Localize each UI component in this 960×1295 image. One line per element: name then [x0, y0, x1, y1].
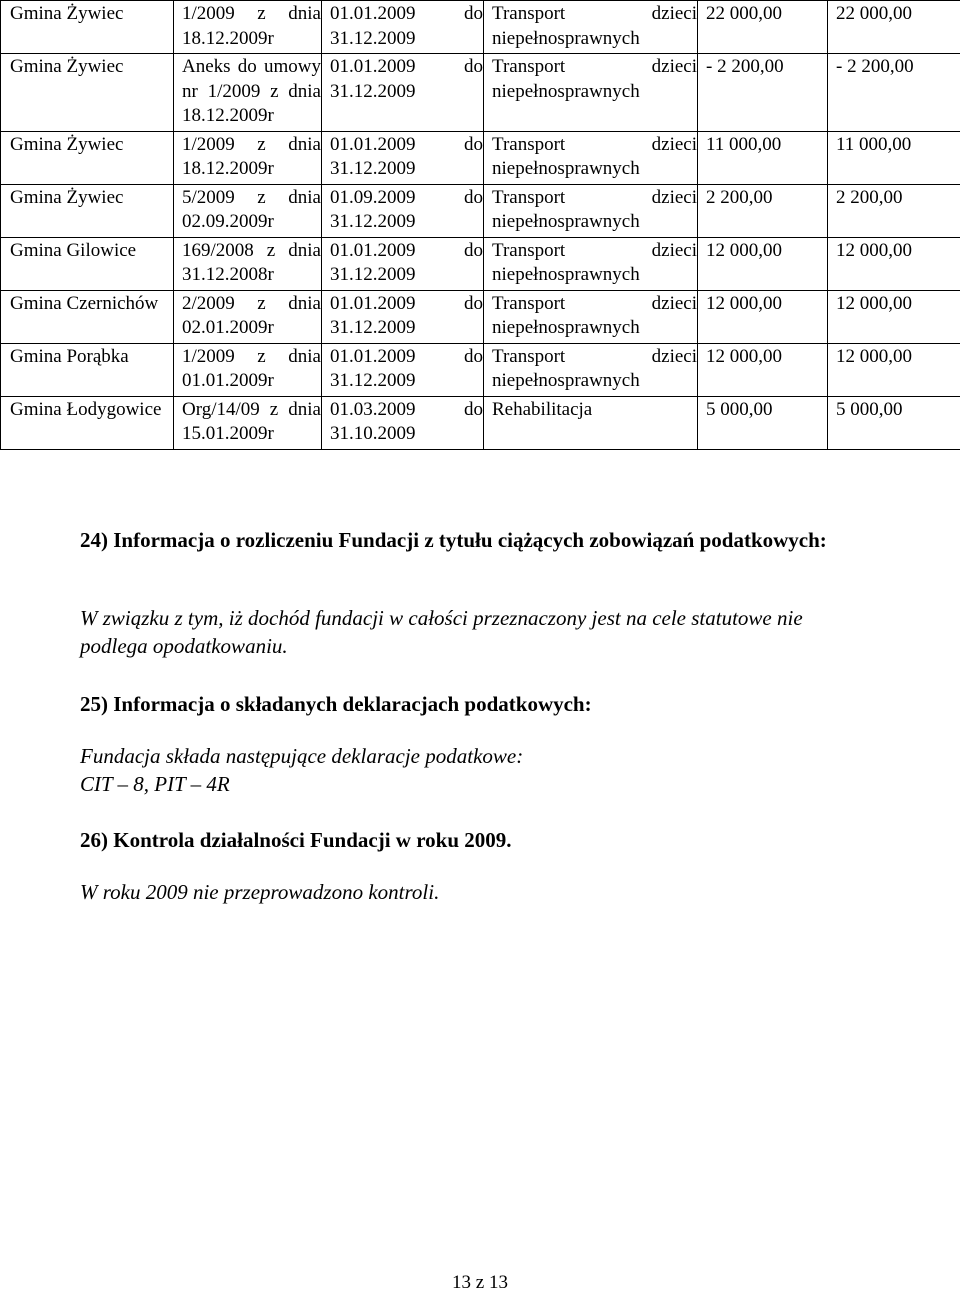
- amount-total-cell: 5 000,00: [828, 396, 960, 449]
- amount-cell: - 2 200,00: [698, 54, 828, 132]
- purpose-cell: Rehabilitacja: [484, 396, 698, 449]
- amount-cell: 12 000,00: [698, 237, 828, 290]
- section-24-heading: 24) Informacja o rozliczeniu Fundacji z tytułu ciążących zobowiązań podatkowych:: [80, 528, 827, 552]
- agreement-cell: Aneks do umowy nr 1/2009 z dnia 18.12.2009r: [174, 54, 322, 132]
- period-cell: 01.03.2009 do 31.10.2009: [322, 396, 484, 449]
- period-cell: 01.09.2009 do 31.12.2009: [322, 184, 484, 237]
- amount-cell: 11 000,00: [698, 131, 828, 184]
- section-25-body: [80, 742, 840, 798]
- org-cell: Gmina Żywiec: [1, 184, 174, 237]
- amount-total-cell: - 2 200,00: [828, 54, 960, 132]
- purpose-cell: Transport dzieci niepełnosprawnych: [484, 237, 698, 290]
- table-row: [1, 184, 960, 237]
- period-cell: 01.01.2009 do 31.12.2009: [322, 54, 484, 132]
- amount-total-cell: 12 000,00: [828, 237, 960, 290]
- period-cell: 01.01.2009 do 31.12.2009: [322, 290, 484, 343]
- table-row: [1, 343, 960, 396]
- org-cell: Gmina Żywiec: [1, 131, 174, 184]
- purpose-cell: Transport dzieci niepełnosprawnych: [484, 54, 698, 132]
- amount-cell: 5 000,00: [698, 396, 828, 449]
- agreement-cell: 2/2009 z dnia 02.01.2009r: [174, 290, 322, 343]
- table-row: [1, 290, 960, 343]
- section-24-body: W związku z tym, iż dochód fundacji w całości przeznaczony jest na cele statutowe nie podlega opodatkowaniu.: [80, 606, 803, 658]
- amount-cell: 2 200,00: [698, 184, 828, 237]
- purpose-cell: Transport dzieci niepełnosprawnych: [484, 343, 698, 396]
- amount-total-cell: 22 000,00: [828, 1, 960, 54]
- amount-cell: 12 000,00: [698, 343, 828, 396]
- page-number: 13 z 13: [452, 1272, 508, 1293]
- section-25-heading: 25) Informacja o składanych deklaracjach podatkowych:: [80, 692, 592, 716]
- org-cell: Gmina Gilowice: [1, 237, 174, 290]
- org-cell: Gmina Żywiec: [1, 1, 174, 54]
- period-cell: 01.01.2009 do 31.12.2009: [322, 1, 484, 54]
- agreement-cell: 169/2008 z dnia 31.12.2008r: [174, 237, 322, 290]
- purpose-cell: Transport dzieci niepełnosprawnych: [484, 131, 698, 184]
- table-row: [1, 54, 960, 132]
- period-cell: 01.01.2009 do 31.12.2009: [322, 131, 484, 184]
- section-26-heading: 26) Kontrola działalności Fundacji w roku 2009.: [80, 828, 512, 852]
- table-row: [1, 1, 960, 54]
- amount-total-cell: 11 000,00: [828, 131, 960, 184]
- agreement-cell: Org/14/09 z dnia 15.01.2009r: [174, 396, 322, 449]
- table-row: [1, 396, 960, 449]
- section-26-body: W roku 2009 nie przeprowadzono kontroli.: [80, 880, 440, 904]
- agreement-cell: 1/2009 z dnia 18.12.2009r: [174, 131, 322, 184]
- org-cell: Gmina Żywiec: [1, 54, 174, 132]
- grants-table: [0, 0, 960, 450]
- agreement-cell: 1/2009 z dnia 18.12.2009r: [174, 1, 322, 54]
- period-cell: 01.01.2009 do 31.12.2009: [322, 343, 484, 396]
- amount-total-cell: 12 000,00: [828, 290, 960, 343]
- org-cell: Gmina Łodygowice: [1, 396, 174, 449]
- amount-total-cell: 2 200,00: [828, 184, 960, 237]
- org-cell: Gmina Czernichów: [1, 290, 174, 343]
- amount-total-cell: 12 000,00: [828, 343, 960, 396]
- section-25-body-line2: CIT – 8, PIT – 4R: [80, 772, 230, 796]
- amount-cell: 12 000,00: [698, 290, 828, 343]
- period-cell: 01.01.2009 do 31.12.2009: [322, 237, 484, 290]
- grants-table-body: [1, 1, 960, 450]
- section-25-body-line1: Fundacja składa następujące deklaracje podatkowe:: [80, 744, 524, 768]
- purpose-cell: Transport dzieci niepełnosprawnych: [484, 290, 698, 343]
- table-row: [1, 131, 960, 184]
- purpose-cell: Transport dzieci niepełnosprawnych: [484, 1, 698, 54]
- agreement-cell: 5/2009 z dnia 02.09.2009r: [174, 184, 322, 237]
- purpose-cell: Transport dzieci niepełnosprawnych: [484, 184, 698, 237]
- org-cell: Gmina Porąbka: [1, 343, 174, 396]
- amount-cell: 22 000,00: [698, 1, 828, 54]
- table-row: [1, 237, 960, 290]
- agreement-cell: 1/2009 z dnia 01.01.2009r: [174, 343, 322, 396]
